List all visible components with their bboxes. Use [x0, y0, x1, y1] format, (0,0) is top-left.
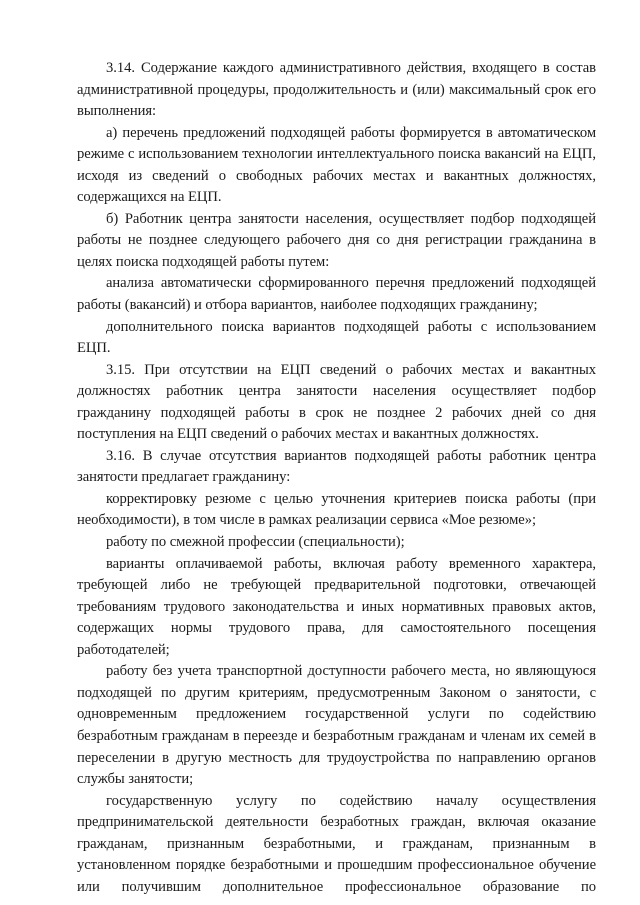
- paragraph-3-15: 3.15. При отсутствии на ЕЦП сведений о рабочих местах и вакантных должностях работник центра занятости населения осуществляет подбор гражданину подходящей работы в срок не позднее 2 рабочих дней со дня поступления на ЕЦП сведений о рабочих местах и вакантных должностях.: [77, 361, 596, 443]
- paragraph-work-without-transport: работу без учета транспортной доступности рабочего места, но являющуюся подходящей по другим критериям, предусмотренным Законом о занятости, с одновременным предложением государственной услуги по содействию безработным гражданам в переезде и безработным гражданам и членам их семей в переселении в другую местность для трудоустройства по направлению органов службы занятости;: [77, 663, 596, 788]
- document-page: [77, 58, 596, 898]
- paragraph-3-14-a: а) перечень предложений подходящей работы формируется в автоматическом режиме с использованием технологии интеллектуального поиска вакансий на ЕЦП, исходя из сведений о свободных рабочих местах и вакантных должностях, содержащихся на ЕЦП.: [77, 124, 596, 206]
- paragraph-analysis: анализа автоматически сформированного перечня предложений подходящей работы (вакансий) и отбора вариантов, наиболее подходящих гражданину;: [77, 275, 596, 314]
- paragraph-paid-work-options: варианты оплачиваемой работы, включая работу временного характера, требующей либо не требующей предварительной подготовки, отвечающей требованиям трудового законодательства и иных нормативных правовых актов, содержащих нормы трудового права, для самостоятельного посещения работодателей;: [77, 555, 596, 658]
- paragraph-resume-correction: корректировку резюме с целью уточнения критериев поиска работы (при необходимости), в том числе в рамках реализации сервиса «Мое резюме»;: [77, 490, 596, 529]
- paragraph-3-14-b: б) Работник центра занятости населения, осуществляет подбор подходящей работы не позднее следующего рабочего дня со дня регистрации гражданина в целях поиска подходящей работы путем:: [77, 210, 596, 270]
- paragraph-entrepreneurship-service: государственную услугу по содействию началу осуществления предпринимательской деятельности безработных граждан, включая оказание гражданам, признанным безработными, и гражданам, признанным в установленном порядке безработными и прошедшим профессиональное обучение или получившим дополнительное профессиональное образование по: [77, 792, 596, 895]
- paragraph-additional-search: дополнительного поиска вариантов подходящей работы с использованием ЕЦП.: [77, 318, 596, 357]
- paragraph-3-14: 3.14. Содержание каждого административного действия, входящего в состав административной процедуры, продолжительность и (или) максимальный срок его выполнения:: [77, 60, 596, 120]
- paragraph-related-profession: работу по смежной профессии (специальности);: [106, 534, 405, 551]
- paragraph-3-16: 3.16. В случае отсутствия вариантов подходящей работы работник центра занятости предлагает гражданину:: [77, 447, 596, 486]
